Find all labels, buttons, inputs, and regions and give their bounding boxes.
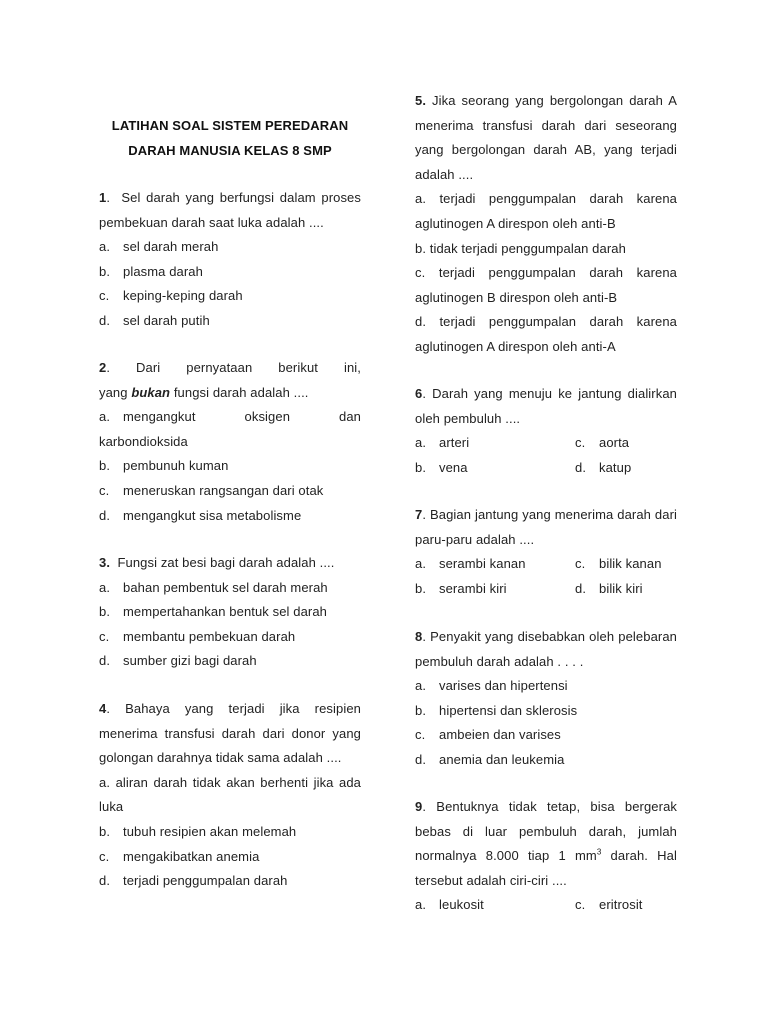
question-stem: Darah yang menuju ke jantung dialirkan oleh pembuluh .... xyxy=(415,386,677,426)
option-b: b. tidak terjadi penggumpalan darah xyxy=(415,240,626,256)
option-d: d. terjadi penggumpalan darah xyxy=(99,873,288,889)
question-number: 4 xyxy=(99,701,107,716)
worksheet-title xyxy=(99,113,361,163)
question-8: 8. Penyakit yang disebabkan oleh pelebaran pembuluh darah adalah . . . . a. varises dan hipertensi b. hipertensi dan sklerosis c. ambeien dan varises d. anemia dan leukemia xyxy=(415,625,677,773)
option-d: d. bilik kiri xyxy=(575,580,643,596)
emphasized-word: bukan xyxy=(131,384,171,400)
question-number: 5. xyxy=(415,93,427,108)
question-1: 1. Sel darah yang berfungsi dalam proses pembekuan darah saat luka adalah .... a. sel darah merah b. plasma darah c. keping-keping darah d. sel darah putih xyxy=(99,186,361,334)
option-b: b. pembunuh kuman xyxy=(99,458,229,474)
option-a: a. leukosit xyxy=(415,897,484,913)
superscript: 3 xyxy=(596,847,602,857)
question-number: 7 xyxy=(415,507,423,522)
question-number: 3. xyxy=(99,555,111,570)
option-b: b. plasma darah xyxy=(99,263,203,279)
title-line-2: DARAH MANUSIA KELAS 8 SMP xyxy=(128,143,332,158)
question-stem: Sel darah yang berfungsi dalam proses pembekuan darah saat luka adalah .... xyxy=(99,190,361,230)
option-b: b. vena xyxy=(415,459,468,475)
option-a: a. mengangkut oksigen dan karbondioksida xyxy=(99,409,361,449)
option-c: c. eritrosit xyxy=(575,897,643,913)
question-3 xyxy=(99,551,361,674)
title-line-1: LATIHAN SOAL SISTEM PEREDARAN xyxy=(111,118,349,133)
question-number: 8 xyxy=(415,629,423,644)
option-c: c. terjadi penggumpalan darah karena aglutinogen B direspon oleh anti-B xyxy=(415,265,678,305)
option-a: a. bahan pembentuk sel darah merah xyxy=(99,579,328,595)
option-c: c. meneruskan rangsangan dari otak xyxy=(99,482,324,498)
question-stem: Bentuknya tidak tetap, bisa bergerak bebas di luar pembuluh darah, jumlah normalnya 8.000 tiap 1 $mm^3$ darah. Hal tersebut adalah ciri-ciri .... xyxy=(415,799,677,888)
option-c: c. ambeien dan varises xyxy=(415,727,561,743)
option-b: b. mempertahankan bentuk sel darah xyxy=(99,604,328,620)
option-a: a. arteri xyxy=(415,435,470,451)
option-c: c. mengakibatkan anemia xyxy=(99,848,260,864)
option-d: d. mengangkut sisa metabolisme xyxy=(99,507,302,523)
option-d: d. sel darah putih xyxy=(99,312,210,328)
question-number: 2 xyxy=(99,360,107,375)
option-c: c. bilik kanan xyxy=(575,556,662,572)
option-b: b. hipertensi dan sklerosis xyxy=(415,702,578,718)
option-a: a. aliran darah tidak akan berhenti jika ada luka xyxy=(99,774,361,815)
option-c: c. keping-keping darah xyxy=(99,288,243,304)
option-d: d. anemia dan leukemia xyxy=(415,751,565,767)
option-a: a. terjadi penggumpalan darah karena aglutinogen A direspon oleh anti-B xyxy=(415,191,677,231)
option-b: b. tubuh resipien akan melemah xyxy=(99,823,297,839)
option-c: c. aorta xyxy=(575,435,630,451)
option-a: a. serambi kanan xyxy=(415,556,526,572)
question-stem: Bahaya yang terjadi jika resipien menerima transfusi darah dari donor yang golongan darahnya tidak sama adalah .... xyxy=(99,701,361,766)
option-d: d. katup xyxy=(575,459,632,475)
option-b: b. serambi kiri xyxy=(415,580,507,596)
option-a: a. sel darah merah xyxy=(99,239,219,255)
option-c: c. membantu pembekuan darah xyxy=(99,628,296,644)
question-9: 9. Bentuknya tidak tetap, bisa bergerak bebas di luar pembuluh darah, jumlah normalnya 8.000 tiap 1 $mm^3$ darah. Hal tersebut adalah ciri-ciri .... a. leukosit c. eritrosit xyxy=(415,795,677,918)
question-number: 1 xyxy=(99,190,107,205)
question-stem-line1: Dari pernyataan berikut ini, xyxy=(136,360,361,375)
option-d: d. terjadi penggumpalan darah karena aglutinogen A direspon oleh anti-A xyxy=(415,314,677,354)
option-d: d. sumber gizi bagi darah xyxy=(99,653,257,669)
question-number: 9 xyxy=(415,799,423,814)
question-stem: Penyakit yang disebabkan oleh pelebaran pembuluh darah adalah . . . . xyxy=(415,629,677,669)
question-7: 7. Bagian jantung yang menerima darah dari paru-paru adalah .... a. serambi kanan c. bilik kanan b. serambi kiri d. bilik kiri xyxy=(415,503,677,601)
option-a: a. varises dan hipertensi xyxy=(415,678,568,694)
question-number: 6 xyxy=(415,386,423,401)
question-6: 6. Darah yang menuju ke jantung dialirkan oleh pembuluh .... a. arteri c. aorta b. vena d. katup xyxy=(415,382,677,480)
question-stem: Fungsi zat besi bagi darah adalah .... xyxy=(117,555,335,570)
question-stem: Bagian jantung yang menerima darah dari paru-paru adalah .... xyxy=(415,507,677,547)
question-2: 2. Dari pernyataan berikut ini, yang bukan fungsi darah adalah .... a. mengangkut oksigen dan karbondioksida b. pembunuh kuman c. meneruskan rangsangan dari otak d. mengangkut sisa metabolisme xyxy=(99,356,361,528)
question-5 xyxy=(415,89,677,360)
question-4: 4. Bahaya yang terjadi jika resipien menerima transfusi darah dari donor yang golongan darahnya tidak sama adalah .... a. aliran darah tidak akan berhenti jika ada luka b. tubuh resipien akan melemah c. mengakibatkan anemia d. terjadi penggumpalan darah xyxy=(99,697,361,894)
question-stem: Jika seorang yang bergolongan darah A menerima transfusi darah dari seseorang yang bergolongan darah AB, yang terjadi adalah .... xyxy=(415,93,677,182)
